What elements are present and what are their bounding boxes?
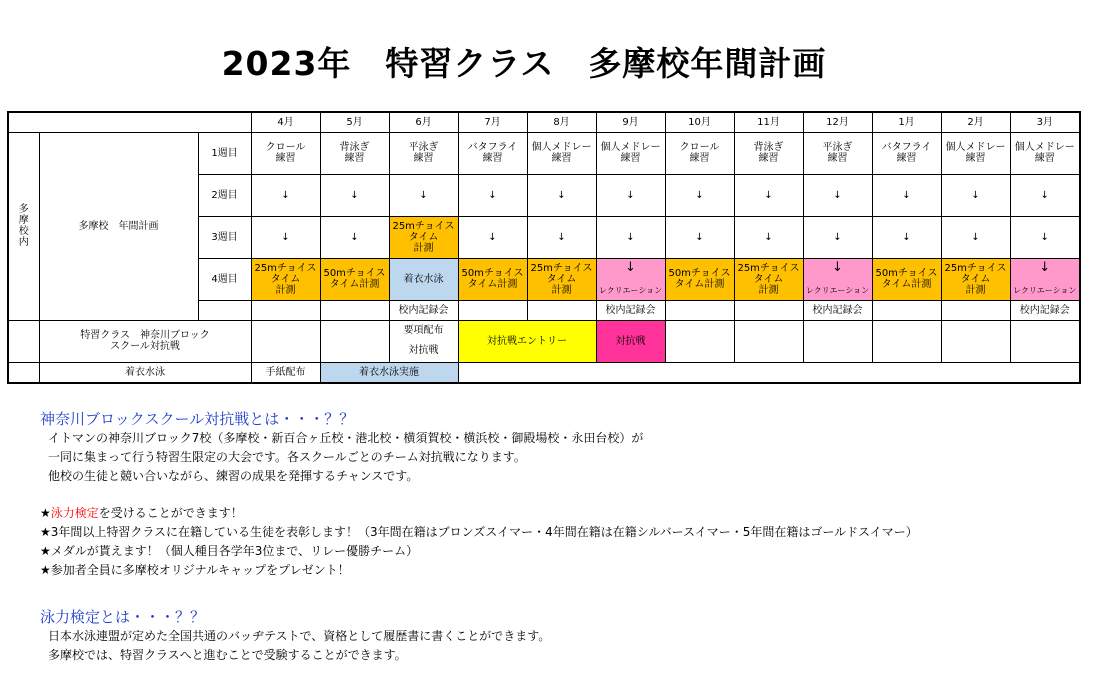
week-label: 3週目 (198, 216, 251, 258)
continue-arrow: ↓ (941, 174, 1010, 216)
continue-arrow: ↓ (320, 174, 389, 216)
continue-arrow: ↓ (458, 174, 527, 216)
schedule-cell: クロール 練習 (251, 132, 320, 174)
schedule-cell: 平泳ぎ 練習 (803, 132, 872, 174)
month-header: 10月 (665, 112, 734, 132)
recreation-cell: ↓ レクリエーション (803, 258, 872, 300)
schedule-cell: 個人メドレー 練習 (596, 132, 665, 174)
time-trial-cell: 25mチョイス タイム 計測 (389, 216, 458, 258)
schedule-cell: 個人メドレー 練習 (941, 132, 1010, 174)
kanagawa-label: 特習クラス 神奈川ブロック スクール対抗戦 (39, 320, 251, 362)
empty-cell (458, 300, 527, 320)
header-blank (8, 112, 251, 132)
continue-arrow: ↓ (734, 174, 803, 216)
month-header: 7月 (458, 112, 527, 132)
schedule-cell: 背泳ぎ 練習 (320, 132, 389, 174)
continue-arrow: ↓ (734, 216, 803, 258)
record-meet-cell: 校内記録会 (596, 300, 665, 320)
time-trial-cell: 50mチョイス タイム計測 (872, 258, 941, 300)
exam-text: 多摩校では、特習クラスへと進むことで受験することができます。 (48, 648, 407, 662)
exam-section (40, 606, 550, 665)
school-label: 多摩校内 (8, 132, 39, 320)
empty-cell (872, 300, 941, 320)
empty-cell (251, 300, 320, 320)
continue-arrow: ↓ (389, 174, 458, 216)
tournament-text: 一同に集まって行う特習生限定の大会です。各スクールごとのチーム対抗戦になります。 (48, 450, 526, 464)
schedule-cell: バタフライ 練習 (458, 132, 527, 174)
empty-cell (803, 320, 872, 362)
clothed-swim-row (8, 362, 1080, 383)
competition-cell: 対抗戦 (596, 320, 665, 362)
clothed-swim-cell: 着衣水泳 (389, 258, 458, 300)
schedule-cell: 個人メドレー 練習 (527, 132, 596, 174)
tournament-text: 他校の生徒と競い合いながら、練習の成果を発揮するチャンスです。 (48, 469, 419, 483)
empty-cell (734, 300, 803, 320)
benefit-item: ★泳力検定を受けることができます！ (40, 506, 243, 520)
exam-heading: 泳力検定とは・・・？？ (40, 608, 206, 626)
empty-cell (734, 320, 803, 362)
empty-cell (8, 362, 39, 383)
record-meet-cell: 校内記録会 (389, 300, 458, 320)
empty-cell (1010, 320, 1080, 362)
annual-plan-table (7, 111, 1081, 384)
empty-cell (665, 300, 734, 320)
time-trial-cell: 25mチョイス タイム 計測 (251, 258, 320, 300)
empty-cell (941, 320, 1010, 362)
entry-cell: 対抗戦エントリー (458, 320, 596, 362)
empty-cell (251, 320, 320, 362)
month-header: 1月 (872, 112, 941, 132)
tournament-heading: 神奈川ブロックスクール対抗戦とは・・・？？ (40, 410, 355, 428)
continue-arrow: ↓ (872, 216, 941, 258)
empty-cell (665, 320, 734, 362)
record-meet-cell: 校内記録会 (803, 300, 872, 320)
continue-arrow: ↓ (665, 174, 734, 216)
month-header: 8月 (527, 112, 596, 132)
guideline-cell: 要項配布 対抗戦 (389, 320, 458, 362)
benefit-item: ★3年間以上特習クラスに在籍している生徒を表彰します！（3年間在籍はブロンズスイマー・4年間在籍は在籍シルバースイマー・5年間在籍はゴールドスイマー） (40, 525, 918, 539)
month-header: 11月 (734, 112, 803, 132)
month-header: 9月 (596, 112, 665, 132)
month-header: 2月 (941, 112, 1010, 132)
continue-arrow: ↓ (1010, 174, 1080, 216)
benefits-list (40, 504, 918, 580)
schedule-cell: バタフライ 練習 (872, 132, 941, 174)
exam-text: 日本水泳連盟が定めた全国共通のバッヂテストで、資格として履歴書に書くことができます。 (48, 629, 551, 643)
continue-arrow: ↓ (596, 216, 665, 258)
month-header: 3月 (1010, 112, 1080, 132)
letter-cell: 手紙配布 (251, 362, 320, 383)
empty-cell (320, 320, 389, 362)
month-header: 4月 (251, 112, 320, 132)
continue-arrow: ↓ (803, 216, 872, 258)
time-trial-cell: 25mチョイス タイム 計測 (734, 258, 803, 300)
continue-arrow: ↓ (527, 216, 596, 258)
empty-cell (941, 300, 1010, 320)
continue-arrow: ↓ (251, 216, 320, 258)
week-label: 1週目 (198, 132, 251, 174)
month-header: 6月 (389, 112, 458, 132)
continue-arrow: ↓ (941, 216, 1010, 258)
schedule-cell: 背泳ぎ 練習 (734, 132, 803, 174)
month-header: 5月 (320, 112, 389, 132)
time-trial-cell: 50mチョイス タイム計測 (320, 258, 389, 300)
week-label: 4週目 (198, 258, 251, 300)
month-header-row (8, 112, 1080, 132)
time-trial-cell: 50mチョイス タイム計測 (458, 258, 527, 300)
week-label: 2週目 (198, 174, 251, 216)
empty-cell (458, 362, 1080, 383)
empty-cell (8, 320, 39, 362)
continue-arrow: ↓ (596, 174, 665, 216)
schedule-cell: 平泳ぎ 練習 (389, 132, 458, 174)
empty-cell (872, 320, 941, 362)
recreation-cell: ↓ レクリエーション (1010, 258, 1080, 300)
continue-arrow: ↓ (320, 216, 389, 258)
recreation-cell: ↓ レクリエーション (596, 258, 665, 300)
kanagawa-row (8, 320, 1080, 362)
continue-arrow: ↓ (458, 216, 527, 258)
page-title: 2023年 特習クラス 多摩校年間計画 (221, 44, 827, 83)
empty-cell (320, 300, 389, 320)
time-trial-cell: 25mチョイス タイム 計測 (941, 258, 1010, 300)
week1-row (8, 132, 1080, 174)
continue-arrow: ↓ (1010, 216, 1080, 258)
continue-arrow: ↓ (527, 174, 596, 216)
continue-arrow: ↓ (803, 174, 872, 216)
plan-label: 多摩校 年間計画 (39, 132, 198, 320)
empty-cell (527, 300, 596, 320)
clothed-swim-period: 着衣水泳実施 (320, 362, 458, 383)
continue-arrow: ↓ (665, 216, 734, 258)
continue-arrow: ↓ (872, 174, 941, 216)
tournament-section (40, 408, 643, 486)
schedule-cell: 個人メドレー 練習 (1010, 132, 1080, 174)
time-trial-cell: 25mチョイス タイム 計測 (527, 258, 596, 300)
schedule-cell: クロール 練習 (665, 132, 734, 174)
clothed-swim-label: 着衣水泳 (39, 362, 251, 383)
empty-cell (198, 300, 251, 320)
benefit-item: ★メダルが貰えます！（個人種目各学年3位まで、リレー優勝チーム） (40, 544, 419, 558)
time-trial-cell: 50mチョイス タイム計測 (665, 258, 734, 300)
continue-arrow: ↓ (251, 174, 320, 216)
record-meet-cell: 校内記録会 (1010, 300, 1080, 320)
benefit-item: ★参加者全員に多摩校オリジナルキャップをプレゼント！ (40, 563, 350, 577)
month-header: 12月 (803, 112, 872, 132)
tournament-text: イトマンの神奈川ブロック7校（多摩校・新百合ヶ丘校・港北校・横須賀校・横浜校・御殿場校・永田台校）が (48, 431, 644, 445)
